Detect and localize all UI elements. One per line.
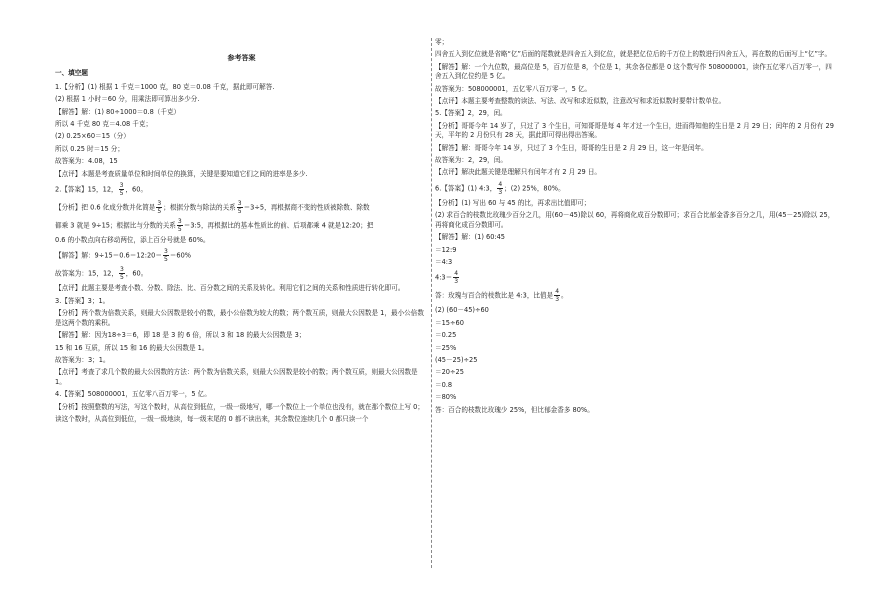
- q5-final: 故答案为：2，29，闰。: [435, 156, 507, 165]
- q2-answer: 2.【答案】15，12， $\frac{3}{5}$ ，60。: [55, 182, 148, 198]
- fraction: $\frac{4}{3}$: [498, 180, 503, 196]
- q6-answer-2: 答：百合的枝数比玫瑰少 25%，但比郁金香多 80%。: [435, 405, 594, 414]
- q6-step: ＝15÷60: [435, 318, 464, 327]
- q1-step: 所以 4 千克 80 克＝4.08 千克；: [55, 120, 153, 129]
- right-column: [435, 38, 835, 418]
- fraction: $\frac{4}{3}$: [555, 288, 560, 304]
- column-divider: [431, 38, 432, 568]
- q6-step: ＝0.8: [435, 380, 453, 389]
- answer-page: [55, 38, 845, 568]
- q6-analysis-2: (2) 求百合的枝数比玫瑰少百分之几，用(60－45)除以 60，再将商化成百分数即可；求百合比郁金香多百分之几，用(45－25)除以 25，再将商化成百分数即可。: [435, 211, 835, 229]
- q3-comment: 【点评】考查了求几个数的最大公因数的方法：两个数为倍数关系，则最大公因数是较小的数；两个数互质，则最大公因数是1。: [55, 368, 418, 386]
- q6-answer-1: 答：玫瑰与百合的枝数比是 4:3，比值是 $\frac{4}{3}$ 。: [435, 288, 568, 304]
- q4-analysis-2: 读这个数时，从高位到低位，一级一级地读，每一级末尾的 0 都不读出来，其余数位连续几个 0 都只读一个: [55, 414, 369, 423]
- q3-answer: 3.【答案】3；1。: [55, 296, 110, 305]
- left-column: [55, 38, 428, 427]
- q1-comment: 【点评】本题是考查质量单位和时间单位的换算，关键是要知道它们之间的进率是多少.: [55, 169, 308, 178]
- q6-step: ＝0.25: [435, 331, 457, 340]
- q4-analysis-3: 四舍五入到亿位就是省略“亿”后面的尾数就是四舍五入到亿位，就是把亿位后的千万位上的数进行四舍五入，再在数的后面写上“亿”字。: [435, 50, 832, 59]
- q2-analysis-3: 0.6 的小数点向右移动两位，添上百分号就是 60%。: [55, 236, 210, 245]
- fraction: $\frac{3}{5}$: [237, 200, 242, 216]
- q3-step: 15 和 16 互质，所以 15 和 16 的最大公因数是 1。: [55, 343, 209, 352]
- q4-analysis: 【分析】按照整数的写法，写这个数时，从高位到低位，一级一级地写，哪一个数位上一个单位也没有，就在那个数位上写 0；: [55, 402, 424, 411]
- q6-step: ＝4:3: [435, 257, 453, 266]
- q6-step: 4:3＝ $\frac{4}{3}$: [435, 270, 459, 286]
- q6-step: ＝80%: [435, 393, 457, 402]
- q6-step: ＝25%: [435, 343, 457, 352]
- q5-solution: 【解答】解：哥哥今年 14 岁，只过了 3 个生日，哥哥的生日是 2 月 29 日，这一年是闰年。: [435, 143, 708, 152]
- q6-solution: 【解答】解：(1) 60:45: [435, 233, 506, 242]
- q6-analysis: 【分析】(1) 写出 60 与 45 的比，再求出比值即可；: [435, 198, 591, 207]
- q6-step: (2) (60－45)÷60: [435, 306, 489, 315]
- q1-solution: 【解答】解：(1) 80÷1000＝0.8（千克）: [55, 107, 181, 116]
- q2-solution: 【解答】解：9÷15＝0.6＝12:20＝ $\frac{3}{5}$ ＝60%: [55, 248, 192, 264]
- fraction: $\frac{3}{5}$: [157, 200, 162, 216]
- q1-step: 所以 0.25 时＝15 分；: [55, 144, 124, 153]
- q5-analysis: 【分析】哥哥今年 14 岁了，只过了 3 个生日，可知哥哥是每 4 年才过一个生日，进而得知他的生日是 2 月 29 日；闰年的 2 月份有 29 天，平年的 2 月份只有 28 天，据此即可得出得出答案。: [435, 121, 834, 140]
- q1-analysis-2: (2) 根据 1 小时＝60 分，用乘法即可算出多少分.: [55, 95, 200, 104]
- fraction: $\frac{4}{3}$: [454, 270, 459, 286]
- page-title: 参考答案: [227, 54, 256, 62]
- q6-answer: 6.【答案】(1) 4:3， $\frac{4}{3}$ ；(2) 25%，80%。: [435, 180, 565, 196]
- q4-solution: 【解答】解：一个九位数，最高位是 5，百万位是 8，个位是 1，其余各位都是 0 这个数写作 508000001，读作五亿零八百万零一，四舍五入到亿位约是 5 亿。: [435, 62, 832, 81]
- q6-step: (45－25)÷25: [435, 355, 478, 364]
- q2-comment: 【点评】此题主要是考查小数、分数、除法、比、百分数之间的关系及转化。利用它们之间的关系和性质进行转化即可。: [55, 284, 405, 293]
- q1-answer: 故答案为：4.08，15: [55, 157, 118, 166]
- section-heading: 一、填空题: [55, 69, 88, 78]
- fraction: $\frac{3}{5}$: [163, 248, 168, 264]
- fraction: $\frac{3}{5}$: [119, 266, 124, 282]
- q1-analysis: 1.【分析】(1) 根据 1 千克＝1000 克，80 克＝0.08 千克，据此即可解答.: [55, 82, 275, 91]
- q5-comment: 【点评】解决此题关键是理解只有闰年才有 2 月 29 日。: [435, 168, 602, 177]
- fraction: $\frac{3}{5}$: [119, 182, 124, 198]
- q2-analysis-2: 都乘 3 就是 9÷15；根据比与分数的关系 $\frac{3}{5}$ ＝3:5，再根据比的基本性质比的前、后项都乘 4 就是12:20；把: [55, 218, 374, 234]
- q4-comment: 【点评】本题主要考查整数的读法、写法、改写和求近似数，注意改写和求近似数时要带计数单位。: [435, 97, 726, 106]
- q4-final: 故答案为：508000001，五亿零八百万零一，5 亿。: [435, 84, 592, 93]
- q5-answer: 5.【答案】2，29，闰。: [435, 109, 507, 118]
- q3-final: 故答案为：3；1。: [55, 355, 110, 364]
- fraction: $\frac{3}{5}$: [177, 218, 182, 234]
- q1-step: (2) 0.25×60＝15（分）: [55, 132, 130, 141]
- q6-step: ＝12:9: [435, 245, 457, 254]
- q4-answer: 4.【答案】508000001，五亿零八百万零一，5 亿。: [55, 390, 211, 399]
- q6-step: ＝20÷25: [435, 368, 464, 377]
- q2-final: 故答案为：15，12， $\frac{3}{5}$ ，60。: [55, 266, 148, 282]
- q4-continued: 零；: [435, 38, 449, 46]
- q3-solution: 【解答】解：因为18÷3＝6，即 18 是 3 的 6 倍，所以 3 和 18 的最大公因数是 3；: [55, 331, 306, 340]
- q2-analysis: 【分析】把 0.6 化成分数并化简是 $\frac{3}{5}$ ；根据分数与除法的关系 $\frac{3}{5}$ ＝3÷5，再根据商不变的性质被除数、除数: [55, 200, 370, 216]
- q3-analysis: 【分析】两个数为倍数关系，则最大公因数是较小的数，最小公倍数为较大的数；两个数互质，则最大公因数是 1，最小公倍数是这两个数的乘积。: [55, 309, 424, 327]
